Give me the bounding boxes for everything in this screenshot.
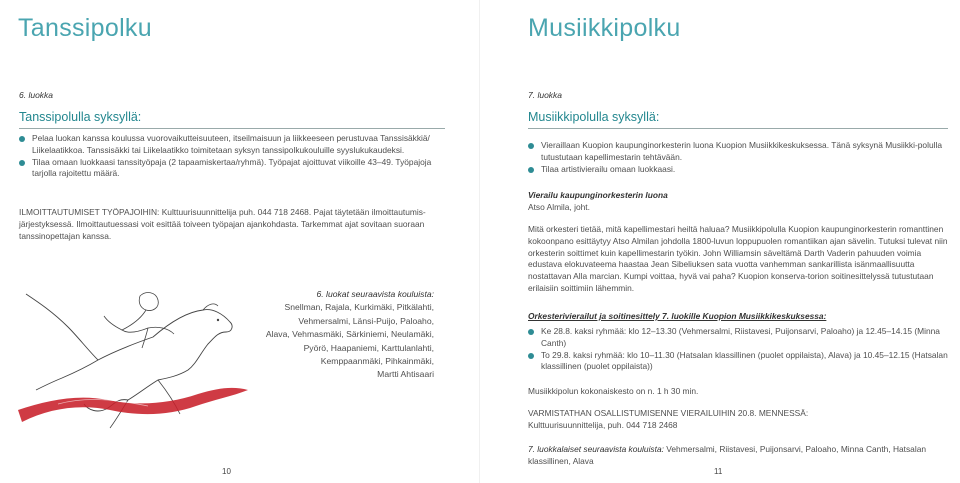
bullet-item: Tilaa omaan luokkaasi tanssityöpaja (2 tapaamiskertaa/ryhmä). Työpajat ajoittuvat viikoille 43–49. Työpajoja tarjolla rajoitettu määrä.	[19, 157, 451, 181]
schedule-heading: Orkesterivierailut ja soitinesittely 7. luokille Kuopion Musiikkikeskuksessa:	[528, 311, 827, 321]
registration-text: ILMOITTAUTUMISET TYÖPAJOIHIN: Kulttuurisuunnittelija puh. 044 718 2468. Pajat täytetään ilmoittautumis-järjestyksessä. Ilmoittautuessasi voit esittää toiveen työpajan ajankohdasta. Tarkemmat ajat sovitaan suoraan tanssinopettajan kanssa.	[19, 207, 426, 241]
school-line: Snellman, Rajala, Kurkimäki, Pitkälahti,	[284, 302, 434, 313]
school-line: Kemppaanmäki, Pihkainmäki,	[320, 356, 434, 367]
bullet-item: Pelaa luokan kanssa koulussa vuorovaikutteisuuteen, itseilmaisuun ja liikkeeseen perustuvaa Tanssisäkkiä/ Liikelaatikkoa. Tanssisäkki tai Liikelaatikko toimitetaan syksyn tanssipolkukouluille syyslukukaudeksi.	[19, 133, 451, 157]
bullet-item: Vieraillaan Kuopion kaupunginorkesterin luona Kuopion Musiikkikeskuksessa. Tänä syksynä Musiikki-polulla tutustutaan kapellimestarin tehtävään.	[528, 140, 952, 164]
section-rule	[19, 128, 445, 129]
school-line: Pyörö, Haapaniemi, Karttulanlahti,	[303, 342, 434, 353]
schedule-list	[528, 326, 952, 373]
schools-list: Vehmersalmi, Riistavesi, Puijonsarvi, Paloaho, Minna Canth, Hatsalan klassillinen, Alava	[528, 444, 927, 466]
schedule-item: To 29.8. kaksi ryhmää: klo 10–11.30 (Hatsalan klassillinen (puolet oppilaista), Alava) ja 10.45–12.15 (Hatsalan klassillinen (puolet oppilaista))	[528, 350, 952, 374]
registration-line-2: Kulttuurisuunnittelija, puh. 044 718 2468	[528, 420, 678, 430]
schools-heading: 6. luokat seuraavista kouluista:	[316, 289, 434, 299]
section-rule	[528, 128, 948, 129]
page-number: 11	[714, 467, 723, 476]
page-title-tanssipolku: Tanssipolku	[18, 14, 152, 42]
schools-heading: 7. luokkalaiset seuraavista kouluista:	[528, 444, 664, 454]
bullet-list	[19, 133, 451, 180]
schedule-item: Ke 28.8. kaksi ryhmää: klo 12–13.30 (Vehmersalmi, Riistavesi, Puijonsarvi, Paloaho) ja 12.45–14.15 (Minna Canth)	[528, 326, 952, 350]
visit-conductor: Atso Almila, joht.	[528, 202, 590, 212]
school-line: Martti Ahtisaari	[377, 369, 434, 380]
visit-heading: Vierailu kaupunginorkesterin luona	[528, 190, 668, 200]
registration-line-1: VARMISTATHAN OSALLISTUMISENNE VIERAILUIHIN 20.8. MENNESSÄ:	[528, 408, 809, 418]
section-title: Musiikkipolulla syksyllä:	[528, 110, 660, 124]
page-title-musiikkipolku: Musiikkipolku	[528, 14, 681, 42]
visit-description: Mitä orkesteri tietää, mitä kapellimestari heiltä haluaa? Musiikkipolulla Kuopion kaupunginorkesterin romanttinen kokoonpano esittäytyy Atso Almilan johdolla 1800-luvun loppupuolen romantiikan ajan sävelin. Tutuksi tulevat niin orkesterin soittimet kuin kapellimestarin työkin. John Williamsin säveltämä Darth Vaderin pahuuden voimia edustava elokuvateema haastaa Jean Sibeliuksen sata vuotta vanhemman sankarillista isänmaallisuutta nostattavan Alla marcian. Kumpi voittaa, hyvä vai paha? Kuopion konserva-torion soitinesittelyssä tutustutaan erilaisiin soittimiin lähemmin.	[528, 224, 948, 293]
grade-label: 6. luokka	[19, 90, 54, 100]
schools-list	[260, 288, 434, 382]
bullet-item: Tilaa artistivierailu omaan luokkaasi.	[528, 164, 952, 176]
grade-label: 7. luokka	[528, 90, 563, 100]
wolf-rider-illustration	[18, 282, 248, 442]
school-line: Vehmersalmi, Länsi-Puijo, Paloaho,	[298, 315, 434, 326]
page-number: 10	[222, 467, 231, 476]
section-title: Tanssipolulla syksyllä:	[19, 110, 142, 124]
bullet-list	[528, 140, 952, 175]
right-page	[480, 0, 960, 483]
duration-text: Musiikkipolun kokonaiskesto on n. 1 h 30 min.	[528, 386, 699, 396]
school-line: Alava, Vehmasmäki, Särkiniemi, Neulamäki,	[265, 329, 434, 340]
schools-text	[528, 444, 948, 468]
